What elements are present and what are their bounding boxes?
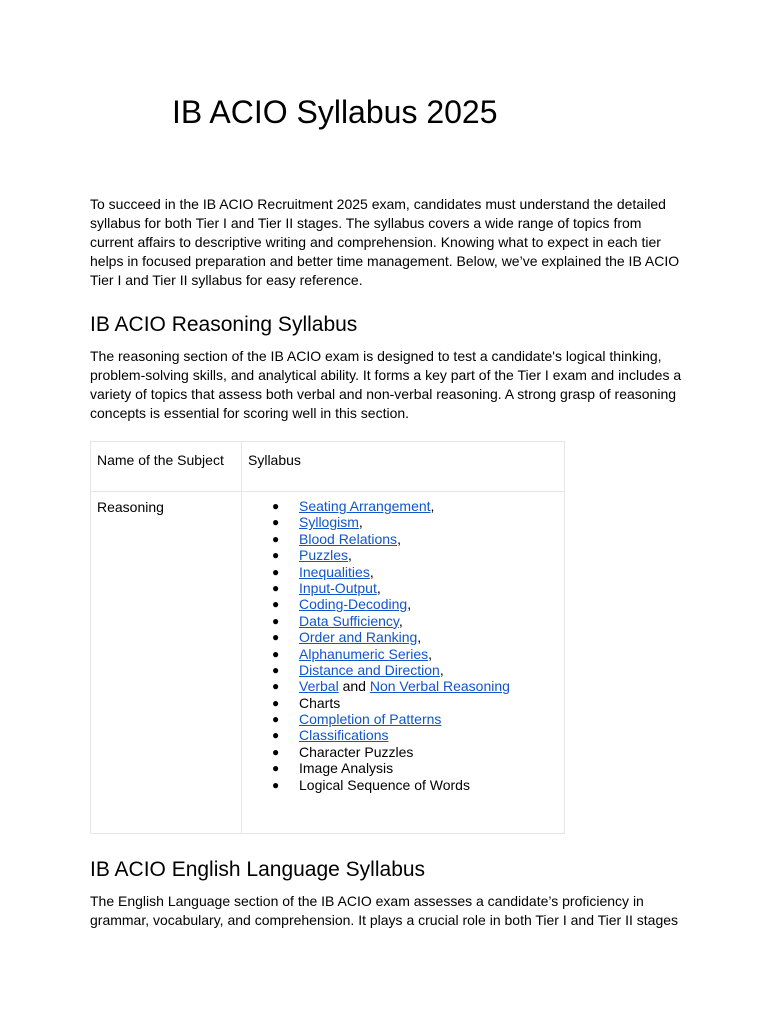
- bullet-icon: ●: [272, 712, 280, 727]
- topic-separator: ,: [430, 498, 435, 514]
- page-title: IB ACIO Syllabus 2025: [172, 94, 498, 130]
- topic-link[interactable]: Alphanumeric Series: [299, 645, 429, 662]
- subject-cell: [91, 492, 242, 834]
- topic-link[interactable]: Distance and Direction: [299, 661, 440, 678]
- bullet-icon: ●: [272, 777, 280, 792]
- subject-name: Reasoning: [97, 499, 164, 515]
- bullet-icon: ●: [272, 695, 280, 710]
- bullet-icon: ●: [272, 613, 280, 628]
- list-item: [272, 646, 558, 662]
- bullet-icon: ●: [272, 728, 280, 743]
- reasoning-paragraph: The reasoning section of the IB ACIO exam is designed to test a candidate's logical thinking, problem-solving skills, and analytical ability. It forms a key part of the Tier I exam and includes a variety of topics that assess both verbal and non-verbal reasoning. A strong grasp of reasoning concepts is essential for scoring well in this section.: [90, 348, 682, 421]
- header-syllabus-cell: [242, 442, 565, 492]
- topic-separator: ,: [407, 596, 412, 613]
- topic-separator: ,: [348, 547, 352, 564]
- topic-connector: and: [338, 678, 370, 695]
- topic-link[interactable]: Input-Output: [299, 579, 377, 596]
- syllabus-table: [90, 441, 565, 834]
- bullet-icon: ●: [272, 744, 280, 759]
- topic-link[interactable]: Blood Relations: [299, 530, 398, 547]
- topic-link[interactable]: Coding-Decoding: [299, 596, 408, 613]
- topic-text: Character Puzzles: [299, 743, 414, 760]
- list-item: [272, 662, 558, 678]
- bullet-icon: ●: [272, 531, 280, 546]
- list-item: [272, 613, 558, 629]
- table-header-row: [91, 442, 565, 492]
- topic-link[interactable]: Verbal: [299, 678, 339, 695]
- topics-cell: [242, 492, 565, 834]
- list-item: [272, 777, 558, 793]
- topic-separator: ,: [369, 563, 374, 580]
- bullet-icon: ●: [272, 499, 280, 513]
- topic-link[interactable]: Completion of Patterns: [299, 711, 442, 728]
- topic-separator: ,: [358, 514, 363, 531]
- list-item: [272, 498, 558, 514]
- table-row: [91, 492, 565, 834]
- list-item: [272, 711, 558, 727]
- bullet-icon: ●: [272, 548, 280, 563]
- bullet-icon: ●: [272, 761, 280, 776]
- list-item: [272, 760, 558, 776]
- topic-link[interactable]: Non Verbal Reasoning: [369, 678, 510, 695]
- list-item: [272, 580, 558, 596]
- list-item: [272, 629, 558, 645]
- list-item: [272, 531, 558, 547]
- bullet-icon: ●: [272, 646, 280, 661]
- english-paragraph: The English Language section of the IB ACIO exam assesses a candidate’s proficiency in grammar, vocabulary, and comprehension. It plays a crucial role in both Tier I and Tier II stages: [90, 893, 679, 928]
- list-item: [272, 678, 558, 694]
- bullet-icon: ●: [272, 580, 280, 595]
- list-item: [272, 564, 558, 580]
- header-subject-cell: [91, 442, 242, 492]
- bullet-icon: ●: [272, 679, 280, 694]
- bullet-icon: ●: [272, 662, 280, 677]
- topic-link[interactable]: Syllogism: [299, 514, 359, 531]
- topic-separator: ,: [417, 629, 422, 646]
- intro-paragraph: To succeed in the IB ACIO Recruitment 2025 exam, candidates must understand the detailed syllabus for both Tier I and Tier II stages. The syllabus covers a wide range of topics from current affairs to descriptive writing and comprehension. Knowing what to expect in each tier helps in focused preparation and better time management. Below, we’ve explained the IB ACIO Tier I and Tier II syllabus for easy reference.: [90, 196, 680, 288]
- topic-text: Logical Sequence of Words: [299, 776, 470, 793]
- topic-separator: ,: [397, 530, 401, 547]
- list-item: [272, 744, 558, 760]
- list-item: [272, 596, 558, 612]
- topic-link[interactable]: Puzzles: [299, 547, 349, 564]
- topic-link[interactable]: Seating Arrangement: [299, 498, 431, 514]
- topic-separator: ,: [439, 661, 444, 678]
- topic-separator: ,: [428, 645, 433, 662]
- topic-separator: ,: [376, 579, 381, 596]
- topic-link[interactable]: Classifications: [299, 727, 389, 744]
- topics-list: [248, 498, 558, 793]
- topic-link[interactable]: Order and Ranking: [299, 629, 418, 646]
- list-item: [272, 514, 558, 530]
- topic-link[interactable]: Data Sufficiency: [299, 612, 399, 629]
- bullet-icon: ●: [272, 597, 280, 612]
- bullet-icon: ●: [272, 564, 280, 579]
- list-item: [272, 547, 558, 563]
- bullet-icon: ●: [272, 515, 280, 530]
- topic-text: Charts: [299, 694, 341, 711]
- english-heading: IB ACIO English Language Syllabus: [90, 858, 426, 881]
- bullet-icon: ●: [272, 630, 280, 645]
- topic-link[interactable]: Inequalities: [299, 563, 370, 580]
- topic-separator: ,: [398, 612, 403, 629]
- topic-text: Image Analysis: [299, 760, 394, 777]
- list-item: [272, 695, 558, 711]
- reasoning-heading: IB ACIO Reasoning Syllabus: [90, 313, 358, 336]
- header-subject-label: Name of the Subject: [97, 452, 224, 468]
- header-syllabus-label: Syllabus: [248, 452, 301, 468]
- list-item: [272, 727, 558, 743]
